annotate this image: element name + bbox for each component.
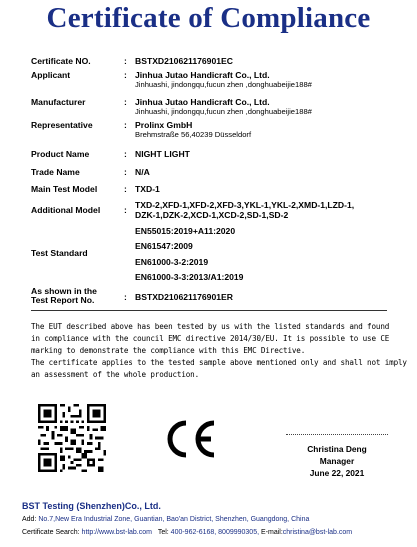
statement-line: The EUT described above has been tested by us with the listed standards and found [31, 322, 390, 331]
footer-search-label: Certificate Search: [22, 529, 80, 536]
test-standard-label: Test Standard [31, 248, 88, 258]
signature-line [286, 434, 388, 435]
applicant-value: Jinhua Jutao Handicraft Co., Ltd. [135, 70, 270, 80]
certificate-title: Certificate of Compliance [46, 2, 371, 34]
representative-value: Prolinx GmbH [135, 120, 193, 130]
test-standard-item: EN61000-3-3:2013/A1:2019 [135, 272, 244, 282]
signer-name: Christina Deng [307, 444, 367, 454]
report-no-value: BSTXD210621176901ER [135, 292, 233, 302]
trade-name-label: Trade Name [31, 167, 80, 177]
footer-contact [22, 529, 352, 536]
compliance-statement [31, 321, 407, 381]
statement-line: an assessment of the whole production. [31, 370, 200, 379]
footer-tel-label: Tel: [157, 529, 169, 536]
ce-mark-icon [162, 417, 218, 461]
representative-label: Representative [31, 120, 93, 130]
main-test-model-value: TXD-1 [135, 184, 160, 194]
footer-address-label: Add: [22, 516, 37, 523]
statement-line: marking to demonstrate the compliance with this EMC Directive. [31, 346, 306, 355]
report-label-line2: Test Report No. [31, 295, 95, 305]
main-test-model-label: Main Test Model [31, 184, 98, 194]
applicant-label: Applicant [31, 70, 71, 80]
colon: : [124, 167, 127, 177]
footer-email-value[interactable]: christina@bst-lab.com [282, 529, 353, 536]
colon: : [124, 56, 127, 66]
colon: : [124, 97, 127, 107]
additional-model-line1: TXD-2,XFD-1,XFD-2,XFD-3,YKL-1,YKL-2,XMD-1,LZD-1, [135, 200, 355, 210]
colon: : [124, 70, 127, 80]
manufacturer-label: Manufacturer [31, 97, 86, 107]
signer-date: June 22, 2021 [309, 468, 365, 478]
certificate-no-value: BSTXD210621176901EC [135, 56, 233, 66]
footer-email-label: E-mail: [260, 529, 283, 536]
test-standard-item: EN55015:2019+A11:2020 [135, 226, 236, 236]
additional-model-line2: DZK-1,DZK-2,XCD-1,XCD-2,SD-1,SD-2 [135, 210, 289, 220]
report-label-line1: As shown in the [31, 286, 97, 296]
trade-name-value: N/A [135, 167, 150, 177]
colon: : [124, 292, 127, 302]
colon: : [124, 149, 127, 159]
footer-address [22, 516, 309, 523]
test-standard-item: EN61547:2009 [135, 241, 193, 251]
footer-address-value: No.7,New Era Industrial Zone, Guantian, Bao'an District, Shenzhen, Guangdong, China [38, 516, 310, 523]
statement-line: in compliance with the council EMC directive 2014/30/EU. It is possible to use CE [31, 334, 390, 343]
signer-role: Manager [319, 456, 355, 466]
footer-tel-value: 400-962-6168, 8009990305, [170, 529, 260, 536]
manufacturer-value: Jinhua Jutao Handicraft Co., Ltd. [135, 97, 270, 107]
colon: : [124, 184, 127, 194]
additional-model-label: Additional Model [31, 205, 101, 215]
colon: : [124, 205, 127, 215]
qr-code-icon [38, 404, 106, 472]
statement-line: The certificate applies to the tested sample above mentioned only and shall not imply [31, 358, 407, 367]
certificate-no-label: Certificate NO. [31, 56, 91, 66]
colon: : [124, 120, 127, 130]
applicant-address: Jinhuashi, jindongqu,fucun zhen ,donghuabeijie188# [135, 80, 312, 89]
footer-search-link[interactable]: http://www.bst-lab.com [81, 529, 152, 536]
footer-company: BST Testing (Shenzhen)Co., Ltd. [22, 501, 161, 511]
representative-address: Brehmstraße 56,40239 Düsseldorf [135, 130, 252, 139]
product-name-label: Product Name [31, 149, 90, 159]
product-name-value: NIGHT LIGHT [135, 149, 190, 159]
divider [31, 310, 387, 311]
manufacturer-address: Jinhuashi, jindongqu,fucun zhen ,donghuabeijie188# [135, 107, 312, 116]
test-standard-item: EN61000-3-2:2019 [135, 257, 209, 267]
